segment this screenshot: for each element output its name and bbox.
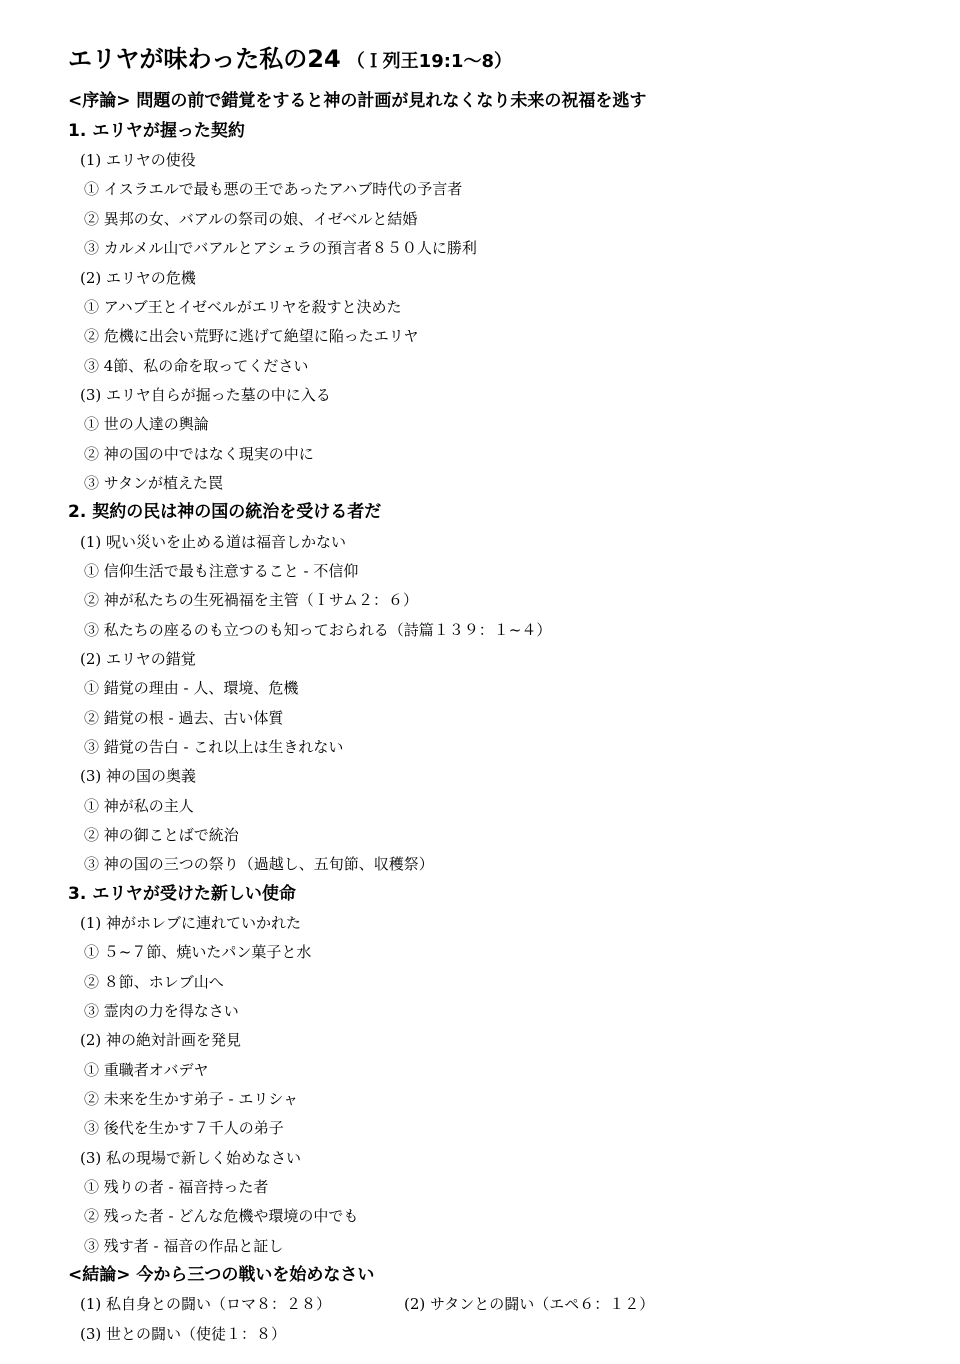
section-2-subheading-1: (1) 呪い災いを止める道は福音しかない — [80, 533, 347, 551]
list-item: ③ 4節、私の命を取ってください — [84, 357, 309, 375]
list-item: ① 神が私の主人 — [84, 797, 194, 815]
list-item: ③ 後代を生かす７千人の弟子 — [84, 1119, 284, 1137]
list-item: ③ 霊肉の力を得なさい — [84, 1002, 239, 1020]
section-1-subheading-1: (1) エリヤの使役 — [80, 151, 196, 169]
section-3-subheading-3: (3) 私の現場で新しく始めなさい — [80, 1149, 302, 1167]
section-3-heading: 3. エリヤが受けた新しい使命 — [68, 884, 296, 904]
list-item: ② 未来を生かす弟子 - エリシャ — [84, 1090, 299, 1108]
conclusion-item-1: (1) 私自身との闘い（ロマ８：２８） — [80, 1295, 332, 1313]
title-scripture-reference: （Ｉ列王19:1～8） — [346, 51, 512, 72]
document-title — [68, 44, 512, 77]
list-item: ③ サタンが植えた罠 — [84, 474, 224, 492]
section-2-heading: 2. 契約の民は神の国の統治を受ける者だ — [68, 502, 382, 522]
section-2-subheading-2: (2) エリヤの錯覚 — [80, 650, 196, 668]
section-2-subheading-3: (3) 神の国の奥義 — [80, 767, 197, 785]
list-item: ① イスラエルで最も悪の王であったアハブ時代の予言者 — [84, 180, 463, 198]
list-item: ① 世の人達の輿論 — [84, 415, 209, 433]
list-item: ③ 私たちの座るのも立つのも知っておられる（詩篇１３９：１~４） — [84, 621, 552, 639]
list-item: ① ５~７節、焼いたパン菓子と水 — [84, 943, 312, 961]
list-item: ① 残りの者 - 福音持った者 — [84, 1178, 269, 1196]
conclusion-heading: <結論> 今から三つの戦いを始めなさい — [68, 1265, 375, 1285]
list-item: ① 重職者オバデヤ — [84, 1061, 209, 1079]
list-item: ③ 錯覚の告白 - これ以上は生きれない — [84, 738, 344, 756]
list-item: ① 錯覚の理由 - 人、環境、危機 — [84, 679, 299, 697]
list-item: ③ 残す者 - 福音の作品と証し — [84, 1237, 284, 1255]
title-text: エリヤが味わった私の24 — [68, 45, 341, 73]
list-item: ② 神の御ことばで統治 — [84, 826, 239, 844]
conclusion-item-3: (3) 世との闘い（使徒１：８） — [80, 1325, 287, 1343]
list-item: ① アハブ王とイゼベルがエリヤを殺すと決めた — [84, 298, 402, 316]
section-3-subheading-1: (1) 神がホレブに連れていかれた — [80, 914, 302, 932]
introduction-heading: <序論> 問題の前で錯覚をすると神の計画が見れなくなり未来の祝福を逃す — [68, 91, 647, 111]
list-item: ② ８節、ホレブ山へ — [84, 973, 224, 991]
list-item: ② 神が私たちの生死禍福を主管（Ｉサム２：６） — [84, 591, 419, 609]
section-1-subheading-2: (2) エリヤの危機 — [80, 269, 196, 287]
list-item: ② 危機に出会い荒野に逃げて絶望に陥ったエリヤ — [84, 327, 419, 345]
list-item: ③ 神の国の三つの祭り（過越し、五旬節、収穫祭） — [84, 855, 434, 873]
list-item: ② 異邦の女、バアルの祭司の娘、イゼベルと結婚 — [84, 210, 418, 228]
list-item: ① 信仰生活で最も注意すること - 不信仰 — [84, 562, 359, 580]
section-3-subheading-2: (2) 神の絶対計画を発見 — [80, 1031, 242, 1049]
conclusion-item-2: (2) サタンとの闘い（エペ６：１２） — [404, 1295, 655, 1313]
section-1-heading: 1. エリヤが握った契約 — [68, 121, 245, 141]
list-item: ② 神の国の中ではなく現実の中に — [84, 445, 314, 463]
list-item: ③ カルメル山でバアルとアシェラの預言者８５０人に勝利 — [84, 239, 477, 257]
list-item: ② 錯覚の根 - 過去、古い体質 — [84, 709, 284, 727]
section-1-subheading-3: (3) エリヤ自らが掘った墓の中に入る — [80, 386, 331, 404]
list-item: ② 残った者 - どんな危機や環境の中でも — [84, 1207, 359, 1225]
